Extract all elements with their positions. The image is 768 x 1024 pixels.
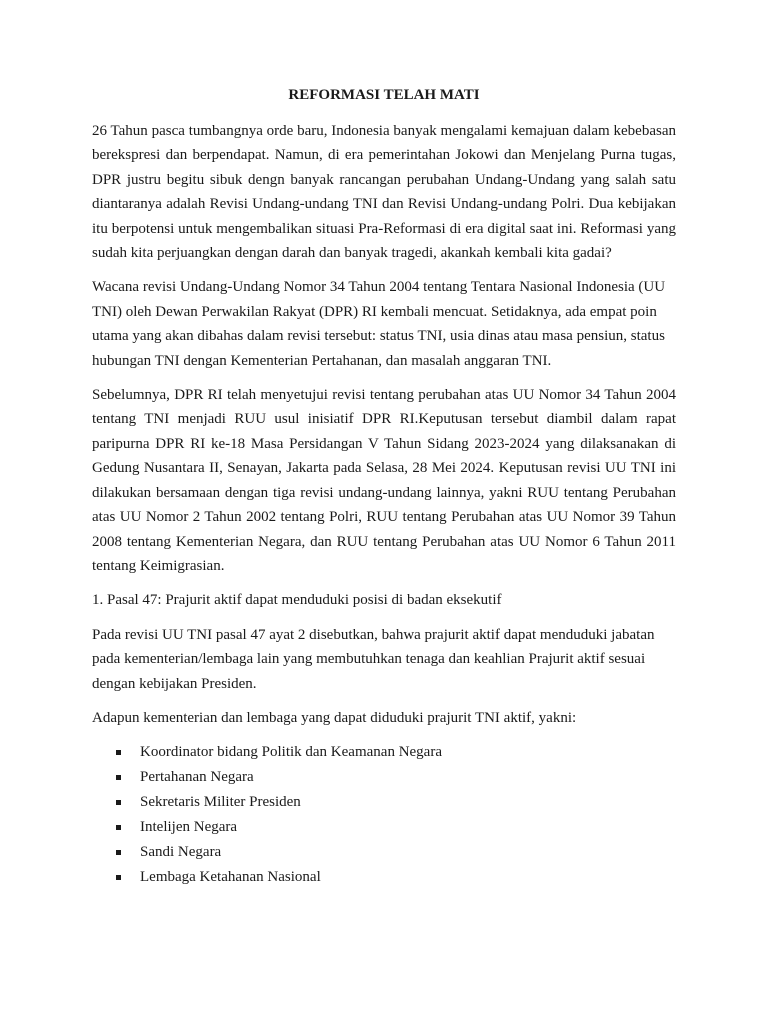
square-bullet-icon bbox=[116, 800, 121, 805]
section-heading-pasal-47: 1. Pasal 47: Prajurit aktif dapat menduduki posisi di badan eksekutif bbox=[92, 592, 502, 609]
list-item-text: Sandi Negara bbox=[140, 844, 222, 861]
square-bullet-icon bbox=[116, 850, 121, 855]
paragraph-wacana: Wacana revisi Undang-Undang Nomor 34 Tahun 2004 tentang Tentara Nasional Indonesia (UU TNI) oleh Dewan Perwakilan Rakyat (DPR) RI kembali mencuat. Setidaknya, ada empat poin utama yang akan dibahas dalam revisi tersebut: status TNI, usia dinas atau masa pensiun, status hubungan TNI dengan Kementerian Pertahanan, dan masalah anggaran TNI. bbox=[92, 279, 666, 369]
paragraph-list-intro: Adapun kementerian dan lembaga yang dapat diduduki prajurit TNI aktif, yakni: bbox=[92, 709, 577, 726]
square-bullet-icon bbox=[116, 875, 121, 880]
document-page bbox=[92, 83, 676, 890]
list-item-text: Lembaga Ketahanan Nasional bbox=[140, 869, 321, 886]
institution-list bbox=[92, 740, 676, 890]
list-item bbox=[116, 765, 676, 790]
list-item-text: Pertahanan Negara bbox=[140, 769, 254, 786]
square-bullet-icon bbox=[116, 750, 121, 755]
list-item bbox=[116, 790, 676, 815]
list-item bbox=[116, 815, 676, 840]
square-bullet-icon bbox=[116, 825, 121, 830]
list-item-text: Sekretaris Militer Presiden bbox=[140, 794, 301, 811]
list-item-text: Koordinator bidang Politik dan Keamanan Negara bbox=[140, 744, 442, 761]
square-bullet-icon bbox=[116, 775, 121, 780]
document-title: REFORMASI TELAH MATI bbox=[288, 87, 480, 103]
paragraph-intro: 26 Tahun pasca tumbangnya orde baru, Indonesia banyak mengalami kemajuan dalam kebebasan berekspresi dan berpendapat. Namun, di era pemerintahan Jokowi dan Menjelang Purna tugas, DPR justru begitu sibuk dengn banyak rancangan perubahan Undang-Undang yang salah satu diantaranya adalah Revisi Undang-undang TNI dan Revisi Undang-undang Polri. Dua kebijakan itu berpotensi untuk mengembalikan situasi Pra-Reformasi di era digital saat ini. Reformasi yang sudah kita perjuangkan dengan darah dan banyak tragedi, akankah kembali kita gadai? bbox=[92, 123, 676, 262]
list-item bbox=[116, 840, 676, 865]
paragraph-sebelumnya: Sebelumnya, DPR RI telah menyetujui revisi tentang perubahan atas UU Nomor 34 Tahun 2004 tentang TNI menjadi RUU usul inisiatif DPR RI.Keputusan tersebut diambil dalam rapat paripurna DPR RI ke-18 Masa Persidangan V Tahun Sidang 2023-2024 yang dilaksanakan di Gedung Nusantara II, Senayan, Jakarta pada Selasa, 28 Mei 2024. Keputusan revisi UU TNI ini dilakukan bersamaan dengan tiga revisi undang-undang lainnya, yakni RUU tentang Perubahan atas UU Nomor 2 Tahun 2002 tentang Polri, RUU tentang Perubahan atas UU Nomor 39 Tahun 2008 tentang Kementerian Negara, dan RUU tentang Perubahan atas UU Nomor 6 Tahun 2011 tentang Keimigrasian. bbox=[92, 387, 676, 574]
list-item bbox=[116, 865, 676, 890]
list-item-text: Intelijen Negara bbox=[140, 819, 238, 836]
paragraph-pasal-47: Pada revisi UU TNI pasal 47 ayat 2 disebutkan, bahwa prajurit aktif dapat menduduki jabatan pada kementerian/lembaga lain yang membutuhkan tenaga dan keahlian Prajurit aktif sesuai dengan kebijakan Presiden. bbox=[92, 626, 655, 692]
list-item bbox=[116, 740, 676, 765]
